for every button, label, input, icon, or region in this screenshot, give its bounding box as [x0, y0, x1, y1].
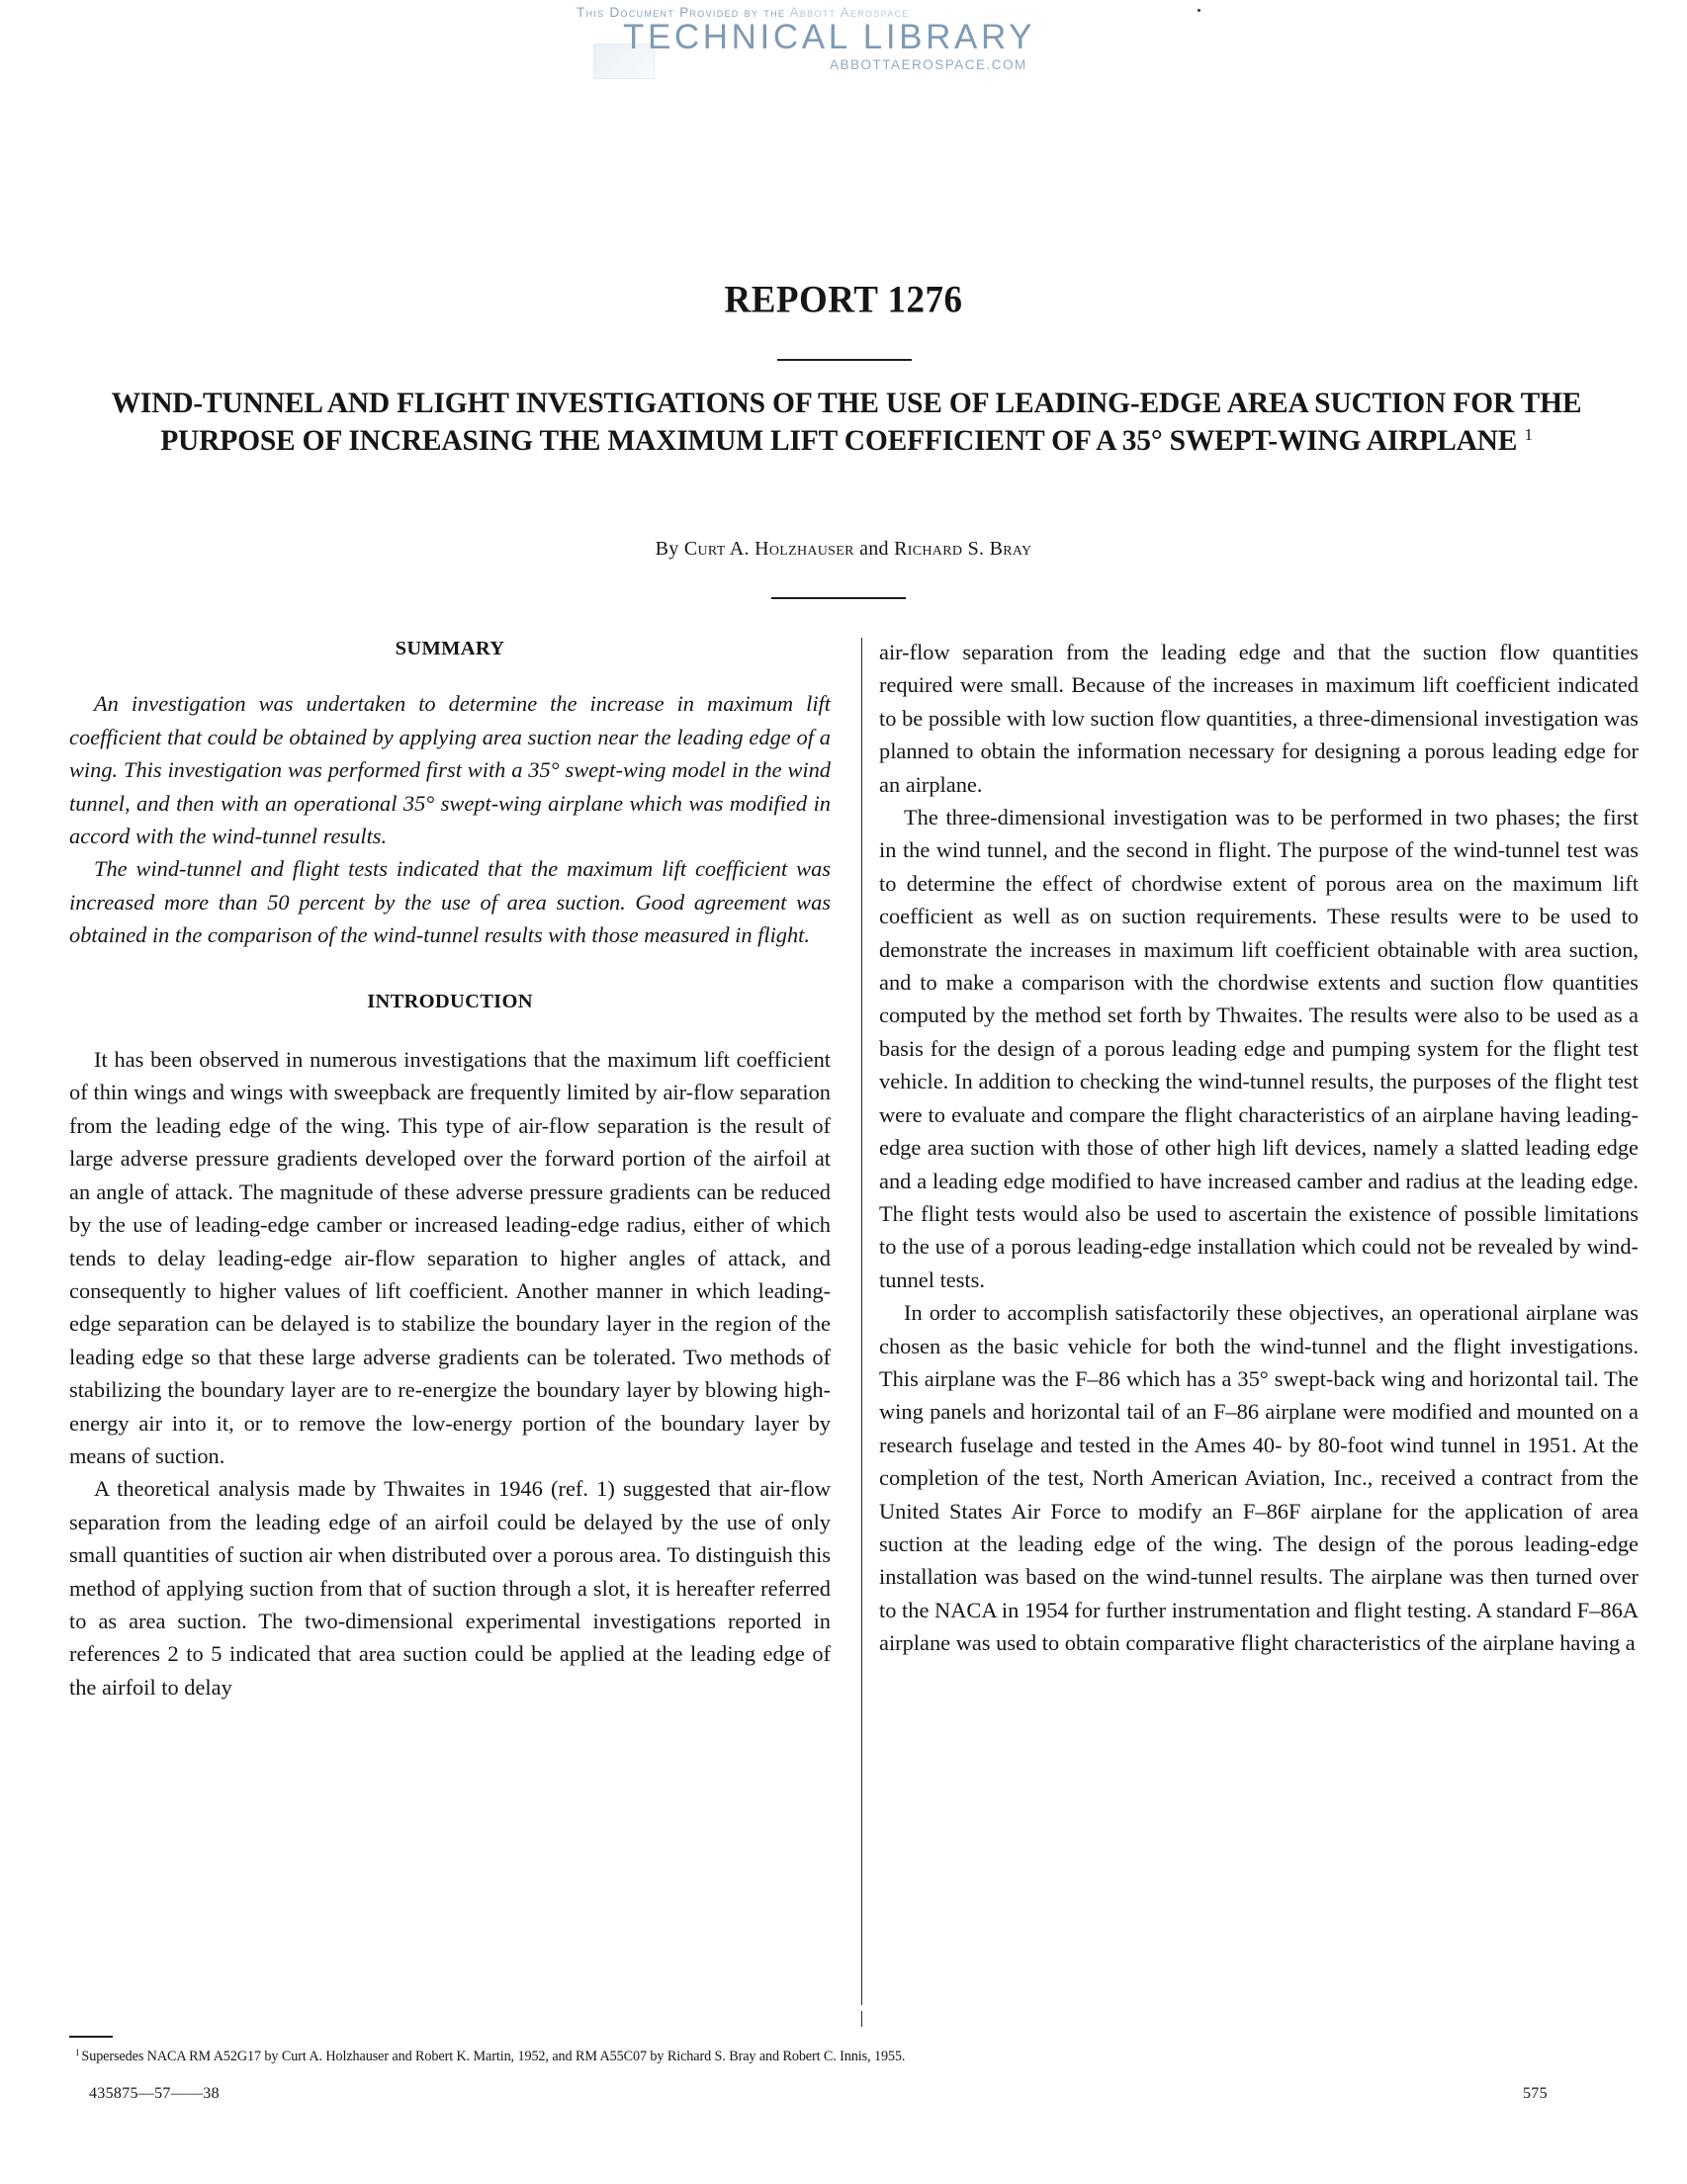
header-rule-top	[777, 359, 912, 361]
column-divider	[861, 638, 862, 2005]
section-heading-introduction: INTRODUCTION	[367, 990, 533, 1012]
body-paragraph: The three-dimensional investigation was to be performed in two phases; the first in the wind tunnel, and the second in flight. The purpose of the wind-tunnel test was to determine the effect of chordwise extent of porous area on the maximum lift coefficient as well as on suction requirements. These results were to be used to demonstrate the increases in maximum lift coefficient obtainable with area suction, and to make a comparison with the chordwise extents and suction flow quantities computed by the method set forth by Thwaites. The results were also to be used as a basis for the design of a porous leading edge and pumping system for the flight test vehicle. In addition to checking the wind-tunnel results, the purposes of the flight test were to evaluate and compare the flight characteristics of an airplane having leading-edge area suction with those of other high lift devices, namely a slatted leading edge and a leading edge modified to have increased camber and radius at the leading edge. The flight tests would also be used to ascertain the existence of possible limitations to the use of a porous leading-edge installation which could not be revealed by wind-tunnel tests.	[879, 805, 1639, 1292]
section-heading-summary: SUMMARY	[395, 638, 505, 659]
column-divider-tail	[861, 2011, 862, 2027]
byline	[0, 538, 1687, 561]
footnote-marker: 1	[75, 2048, 80, 2057]
byline-prefix: By	[655, 538, 679, 560]
report-number: REPORT 1276	[724, 278, 963, 322]
report-title-text: WIND-TUNNEL AND FLIGHT INVESTIGATIONS OF THE USE OF LEADING-EDGE AREA SUCTION FOR THE PURPOSE OF INCREASING THE MAXIMUM LIFT COEFFICIENT OF A 35° SWEPT-WING AIRPLANE	[111, 388, 1582, 457]
left-column	[69, 633, 831, 1704]
footnote-text: Supersedes NACA RM A52G17 by Curt A. Holzhauser and Robert K. Martin, 1952, and RM A55C07 by Richard S. Bray and Robert C. Innis, 1955.	[81, 2049, 906, 2064]
summary-paragraph: The wind-tunnel and flight tests indicated that the maximum lift coefficient was increased more than 50 percent by the use of area suction. Good agreement was obtained in the comparison of the wind-tunnel results with those measured in flight.	[69, 856, 831, 948]
right-column	[879, 636, 1639, 1660]
summary-paragraph: An investigation was undertaken to determine the increase in maximum lift coefficient that could be obtained by applying area suction near the leading edge of a wing. This investigation was performed first with a 35° swept-wing model in the wind tunnel, and then with an operational 35° swept-wing airplane which was modified in accord with the wind-tunnel results.	[69, 691, 831, 849]
header-rule-bottom	[771, 597, 906, 599]
body-paragraph: In order to accomplish satisfactorily these objectives, an operational airplane was chosen as the basic vehicle for both the wind-tunnel and the flight investigations. This airplane was the F–86 which has a 35° swept-back wing and horizontal tail. The wing panels and horizontal tail of an F–86 airplane were modified and mounted on a research fuselage and tested in the Ames 40- by 80-foot wind tunnel in 1951. At the completion of the test, North American Aviation, Inc., received a contract from the United States Air Force to modify an F–86F airplane for the application of area suction at the leading edge of the wing. The design of the porous leading-edge installation was based on the wind-tunnel results. The airplane was then turned over to the NACA in 1954 for further instrumentation and flight testing. A standard F–86A airplane was used to obtain comparative flight characteristics of the airplane having a	[879, 1300, 1639, 1656]
print-code: 435875—57——38	[89, 2085, 220, 2102]
summary-body	[69, 687, 831, 951]
footnote-rule	[69, 2036, 113, 2038]
body-paragraph: air-flow separation from the leading edge and that the suction flow quantities required were small. Because of the increases in maximum lift coefficient indicated to be possible with low suction flow quantities, a three-dimensional investigation was planned to obtain the information necessary for designing a porous leading edge for an airplane.	[879, 640, 1639, 797]
page-number: 575	[1523, 2085, 1548, 2102]
watermark-technical-library: TECHNICAL LIBRARY	[623, 18, 1036, 56]
author-name: Richard S. Bray	[894, 538, 1032, 560]
body-paragraph: A theoretical analysis made by Thwaites in 1946 (ref. 1) suggested that air-flow separation from the leading edge of an airfoil could be delayed by the use of only small quantities of suction air when distributed over a porous area. To distinguish this method of applying suction from that of suction through a slot, it is hereafter referred to as area suction. The two-dimensional experimental investigations reported in references 2 to 5 indicated that area suction could be applied at the leading edge of the airfoil to delay	[69, 1476, 831, 1700]
footnote	[75, 2048, 905, 2065]
body-paragraph: It has been observed in numerous investigations that the maximum lift coefficient of thin wings and wings with sweepback are frequently limited by air-flow separation from the leading edge of the wing. This type of air-flow separation is the result of large adverse pressure gradients developed over the forward portion of the airfoil at an angle of attack. The magnitude of these adverse pressure gradients can be reduced by the use of leading-edge camber or increased leading-edge radius, either of which tends to delay leading-edge air-flow separation to higher angles of attack, and consequently to higher values of lift coefficient. Another manner in which leading-edge separation can be delayed is to stabilize the boundary layer in the region of the leading edge so that these large adverse gradients can be tolerated. Two methods of stabilizing the boundary layer are to re-energize the boundary layer by blowing high-energy air into it, or to remove the low-energy portion of the boundary layer by means of suction.	[69, 1047, 831, 1468]
author-name: Curt A. Holzhauser	[683, 538, 854, 560]
watermark-url: ABBOTTAEROSPACE.COM	[830, 57, 1027, 72]
byline-and: and	[859, 538, 889, 560]
title-footnote-marker: 1	[1524, 425, 1533, 444]
watermark-line-abbott: Abbott Aerospace	[789, 5, 910, 20]
report-title	[65, 388, 1628, 457]
scan-speck	[1198, 9, 1200, 12]
watermark-line-provided: This Document Provided by the	[577, 5, 786, 20]
